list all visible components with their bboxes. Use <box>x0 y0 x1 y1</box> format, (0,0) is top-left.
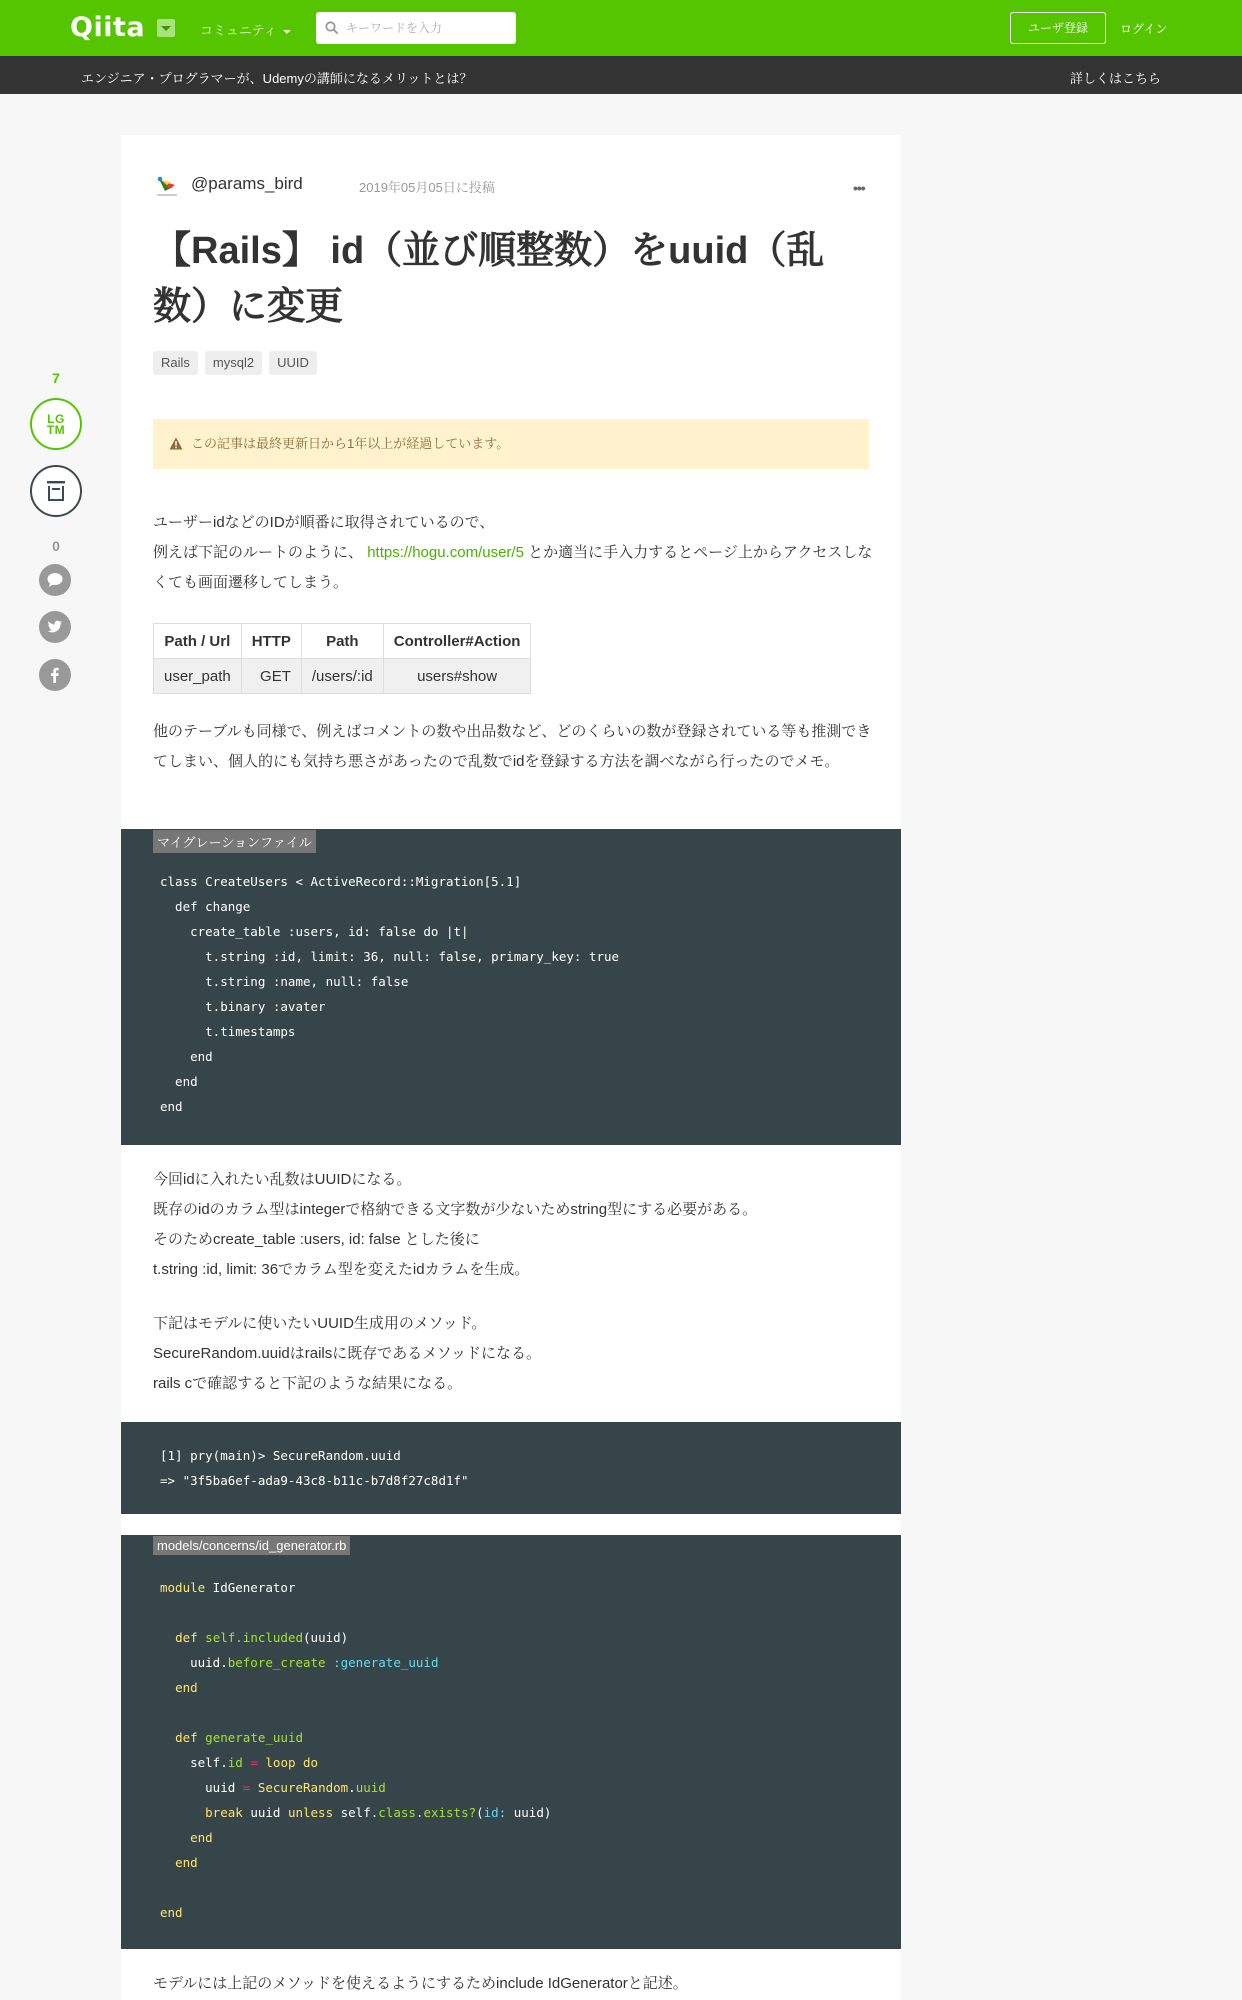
table-header-row <box>154 624 531 659</box>
alert-text: この記事は最終更新日から1年以上が経過しています。 <box>191 436 510 451</box>
code-filename: models/concerns/id_generator.rb <box>153 1536 350 1555</box>
facebook-share-button[interactable] <box>39 659 71 691</box>
routes-table <box>153 623 531 694</box>
tag-list <box>153 351 324 375</box>
table-header: HTTP <box>241 624 301 659</box>
code-content[interactable]: [1] pry(main)> SecureRandom.uuid => "3f5ba6ef-ada9-43c8-b11c-b7d8f27c8d1f" <box>160 1448 469 1488</box>
code-block-migration <box>121 829 901 1145</box>
paragraph-3-line: 今回idに入れたい乱数はUUIDになる。 <box>153 1171 412 1188</box>
code-content[interactable]: class CreateUsers < ActiveRecord::Migration[5.1] def change create_table :users, id: false do |t| t.string :id, limit: 36, null: false, primary_key: true t.string :name, null: false t.binary :avater t.timestamps end end end <box>160 874 620 1114</box>
paragraph-4 <box>153 1309 877 1399</box>
table-cell: /users/:id <box>301 659 383 694</box>
paragraph-3 <box>153 1165 877 1285</box>
article-title: 【Rails】 id（並び順整数）をuuid（乱数）に変更 <box>153 230 825 328</box>
code-block-console <box>121 1422 901 1514</box>
twitter-share-button[interactable] <box>39 611 71 643</box>
paragraph-3-line: t.string :id, limit: 36でカラム型を変えたidカラムを生成。 <box>153 1261 530 1278</box>
example-url-link[interactable]: https://hogu.com/user/5 <box>367 544 524 561</box>
intro-line2-pre: 例えば下記のルートのように、 <box>153 544 364 561</box>
paragraph-5: モデルには上記のメソッドを使えるようにするためinclude IdGeneratorと記述。 <box>153 1975 688 1992</box>
intro-line2-post: とか適当に手入力するとページ上からアクセスしなくても画面遷移してしまう。 <box>153 544 873 591</box>
intro-paragraph <box>153 508 877 598</box>
promo-banner <box>0 56 1242 94</box>
login-link[interactable]: ログイン <box>1120 22 1168 36</box>
service-menu-chevron-icon[interactable] <box>157 19 175 37</box>
author-name[interactable]: @params_bird <box>191 174 303 193</box>
table-cell: users#show <box>383 659 531 694</box>
comment-count: 0 <box>52 538 60 554</box>
table-row <box>154 659 531 694</box>
twitter-icon <box>46 618 64 636</box>
search-box[interactable] <box>316 12 516 44</box>
post-date: 2019年05月05日に投稿 <box>359 180 495 195</box>
outdated-alert <box>153 419 869 469</box>
paragraph-4-line: 下記はモデルに使いたいUUID生成用のメソッド。 <box>153 1315 487 1332</box>
tag-uuid[interactable]: UUID <box>269 351 317 375</box>
tag-rails[interactable]: Rails <box>153 351 198 375</box>
facebook-icon <box>46 666 64 684</box>
article <box>121 135 901 2000</box>
paragraph-4-line: SecureRandom.uuidはrailsに既存であるメソッドになる。 <box>153 1345 542 1362</box>
table-cell: user_path <box>154 659 242 694</box>
code-block-id-generator <box>121 1535 901 1949</box>
table-header: Path <box>301 624 383 659</box>
search-input[interactable] <box>346 18 506 38</box>
promo-text[interactable]: エンジニア・プログラマーが、Udemyの講師になるメリットとは？ <box>81 71 473 86</box>
avatar[interactable] <box>153 171 181 199</box>
stock-folder-icon <box>46 480 66 502</box>
lgtm-button[interactable] <box>30 398 82 450</box>
comment-bubble-icon <box>46 571 64 589</box>
table-header: Controller#Action <box>383 624 531 659</box>
lgtm-label-top: LG <box>47 412 65 426</box>
lgtm-label-bottom: TM <box>46 423 66 437</box>
community-label: コミュニティ <box>200 23 277 38</box>
stock-button[interactable] <box>30 465 82 517</box>
paragraph-2: 他のテーブルも同様で、例えばコメントの数や出品数など、どのくらいの数が登録されている等も推測できてしまい、個人的にも気持ち悪さがあったので乱数でidを登録する方法を調べながら行ったのでメモ。 <box>153 723 872 770</box>
search-icon <box>325 21 339 35</box>
code-filename: マイグレーションファイル <box>153 830 316 853</box>
top-header <box>0 0 1242 56</box>
qiita-logo[interactable]: Qiita <box>70 12 146 43</box>
signup-button[interactable]: ユーザ登録 <box>1010 12 1106 44</box>
code-content[interactable]: module IdGenerator def self.included(uuid) uuid.before_create :generate_uuid end def generate_uuid self.id = loop do uuid = SecureRandom.uuid break uuid unless self.class.exists?(id: uuid) end end end <box>160 1580 552 1920</box>
comment-button[interactable] <box>39 564 71 596</box>
paragraph-3-line: そのためcreate_table :users, id: false とした後に <box>153 1231 480 1248</box>
intro-line1: ユーザーidなどのIDが順番に取得されているので、 <box>153 514 495 531</box>
community-menu[interactable] <box>200 20 291 39</box>
promo-link[interactable]: 詳しくはこちら <box>1069 71 1161 86</box>
paragraph-3-line: 既存のidのカラム型はintegerで格納できる文字数が少ないためstring型にする必要がある。 <box>153 1201 758 1218</box>
table-cell: GET <box>241 659 301 694</box>
paragraph-4-line: rails cで確認すると下記のような結果になる。 <box>153 1375 463 1392</box>
warning-icon <box>169 437 183 450</box>
more-options-icon[interactable]: ••• <box>853 180 865 196</box>
table-header: Path / Url <box>154 624 242 659</box>
tag-mysql2[interactable]: mysql2 <box>205 351 262 375</box>
lgtm-count: 7 <box>52 370 60 386</box>
caret-down-icon <box>283 30 291 34</box>
